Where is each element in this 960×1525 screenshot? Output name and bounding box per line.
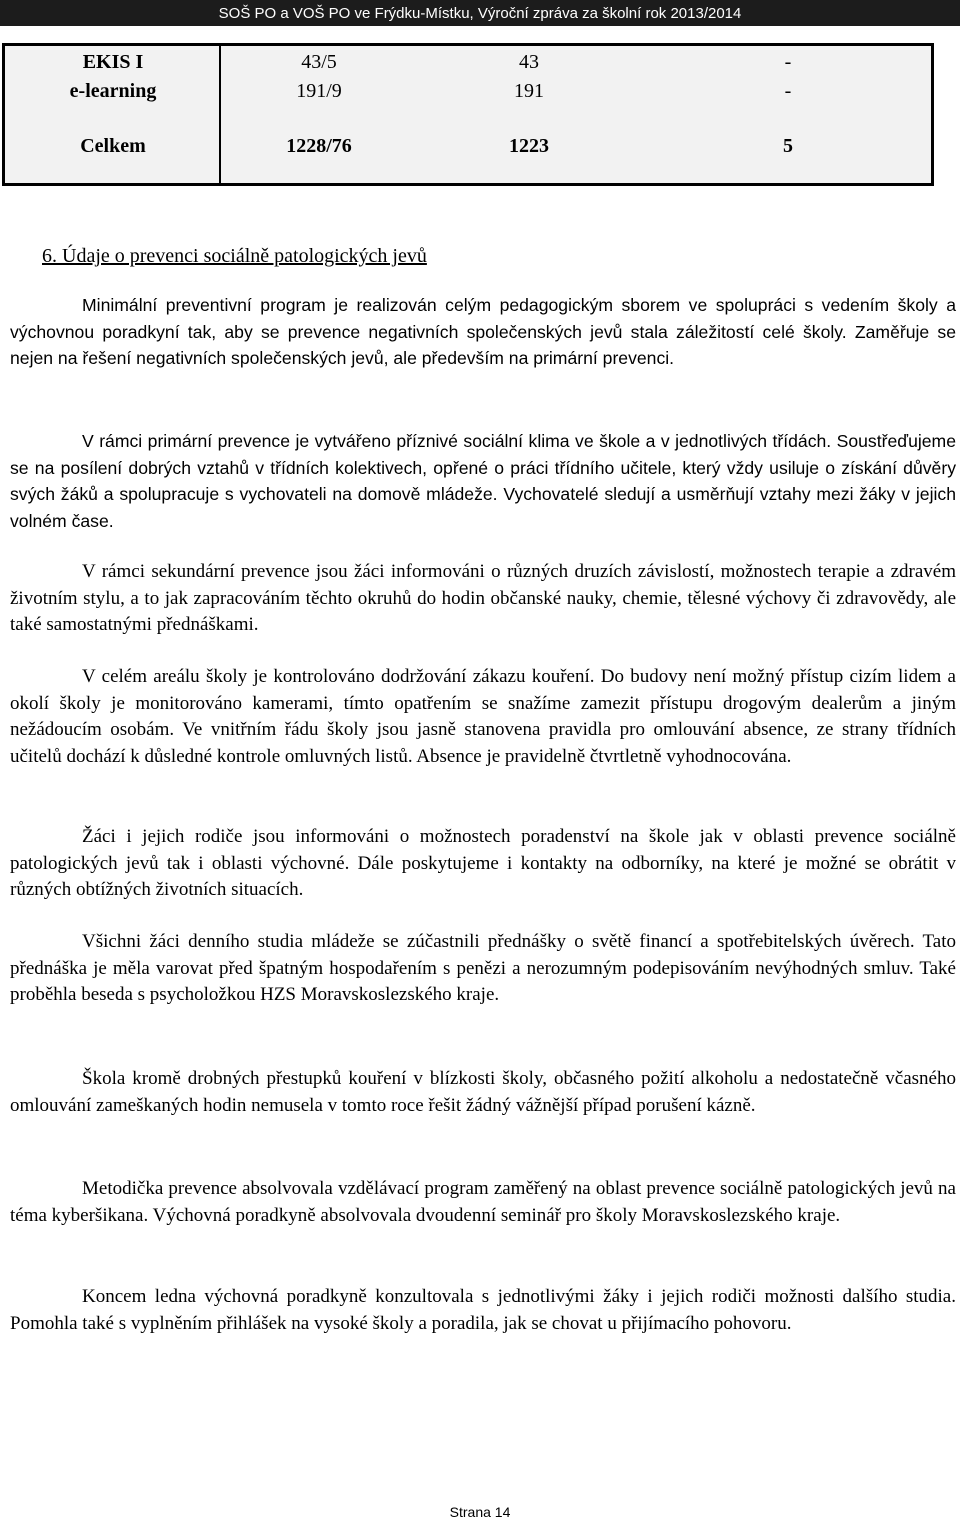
paragraph: Koncem ledna výchovná poradkyně konzultovala s jednotlivými žáky i jejich rodiči možnosti dalšího studia. Pomohla také s vyplněním přihlášek na vysoké školy a poradila, jak se chovat u přijímacího pohovoru. bbox=[10, 1286, 956, 1334]
paragraph: Škola kromě drobných přestupků kouření v blízkosti školy, občasného požití alkoholu a nedostatečně včasného omlouvání zameškaných hodin nemusela v tomto roce řešit žádný vážnější případ porušení kázně. bbox=[10, 1068, 956, 1116]
table-cell: - bbox=[784, 51, 792, 73]
paragraph: V rámci sekundární prevence jsou žáci informováni o různých druzích závislostí, možnostech terapie a zdravém životním stylu, a to jak zapracováním těchto okruhů do hodin občanské nauky, chemie, tělesné výchovy či zdravovědy, ale také samostatnými přednáškami. bbox=[10, 561, 956, 636]
table-cell: 43 bbox=[519, 51, 539, 73]
table-row bbox=[5, 78, 931, 104]
table-cell: 1228/76 bbox=[286, 135, 352, 157]
page-header bbox=[0, 0, 960, 26]
paragraph: V rámci primární prevence je vytvářeno příznivé sociální klima ve škole a v jednotlivých třídách. Soustřeďujeme se na posílení dobrých vztahů v třídních kolektivech, opřené o práci třídního učitele, který vždy usiluje o získání důvěry svých žáků a spolupracuje s vychovateli na domově mládeže. Vychovatelé sledují a usměrňují vztahy mezi žáky v jejich volném čase. bbox=[10, 431, 956, 531]
table-cell-name: Celkem bbox=[80, 135, 146, 157]
table-cell: 1223 bbox=[509, 135, 549, 157]
paragraph: Metodička prevence absolvovala vzdělávací program zaměřený na oblast prevence sociálně patologických jevů na téma kyberšikana. Výchovná poradkyně absolvovala dvoudenní seminář pro školy Moravskoslezského kraje. bbox=[10, 1178, 956, 1226]
section-heading: 6. Údaje o prevenci sociálně patologických jevů bbox=[42, 245, 427, 267]
header-title: SOŠ PO a VOŠ PO ve Frýdku-Místku, Výroční zpráva za školní rok 2013/2014 bbox=[218, 4, 742, 22]
summary-table bbox=[2, 43, 934, 186]
table-cell: - bbox=[784, 80, 792, 102]
paragraph: Všichni žáci denního studia mládeže se zúčastnili přednášky o světě financí a spotřebitelských úvěrech. Tato přednáška je měla varovat před špatným hospodařením s penězi a nerozumným podepisováním nevýhodných smluv. Také proběhla beseda s psycholožkou HZS Moravskoslezského kraje. bbox=[10, 931, 956, 1006]
table-cell: 191 bbox=[514, 80, 544, 102]
paragraph: Minimální preventivní program je realizován celým pedagogickým sborem ve spolupráci s vedením školy a výchovnou poradkyní tak, aby se prevence negativních společenských jevů stala záležitostí celé školy. Zaměřuje se nejen na řešení negativních společenských jevů, ale především na primární prevenci. bbox=[10, 295, 956, 369]
paragraph: Žáci i jejich rodiče jsou informováni o možnostech poradenství na škole jak v oblasti prevence sociálně patologických jevů tak i oblasti výchovné. Dále poskytujeme i kontakty na odborníky, na které je možné se obrátit v různých obtížných životních situacích. bbox=[10, 826, 956, 901]
table-row-total bbox=[5, 133, 931, 159]
table-cell: 5 bbox=[783, 135, 793, 157]
paragraph: V celém areálu školy je kontrolováno dodržování zákazu kouření. Do budovy není možný přístup cizím lidem a okolí školy je monitorováno kamerami, tímto opatřením se snažíme zamezit přístupu drogovým dealerům a jiným nežádoucím osobám. Ve vnitřním řádu školy jsou jasně stanovena pravidla pro omlouvání absence, ze strany třídních učitelů dochází k důsledné kontrole omluvných listů. Absence je pravidelně čtvrtletně vyhodnocována. bbox=[10, 666, 956, 767]
page-number: Strana 14 bbox=[449, 1504, 511, 1520]
table-cell-name: e-learning bbox=[69, 80, 157, 102]
table-cell: 43/5 bbox=[301, 51, 337, 73]
table-row bbox=[5, 49, 931, 75]
table-cell-name: EKIS I bbox=[82, 51, 144, 73]
table-cell: 191/9 bbox=[296, 80, 342, 102]
